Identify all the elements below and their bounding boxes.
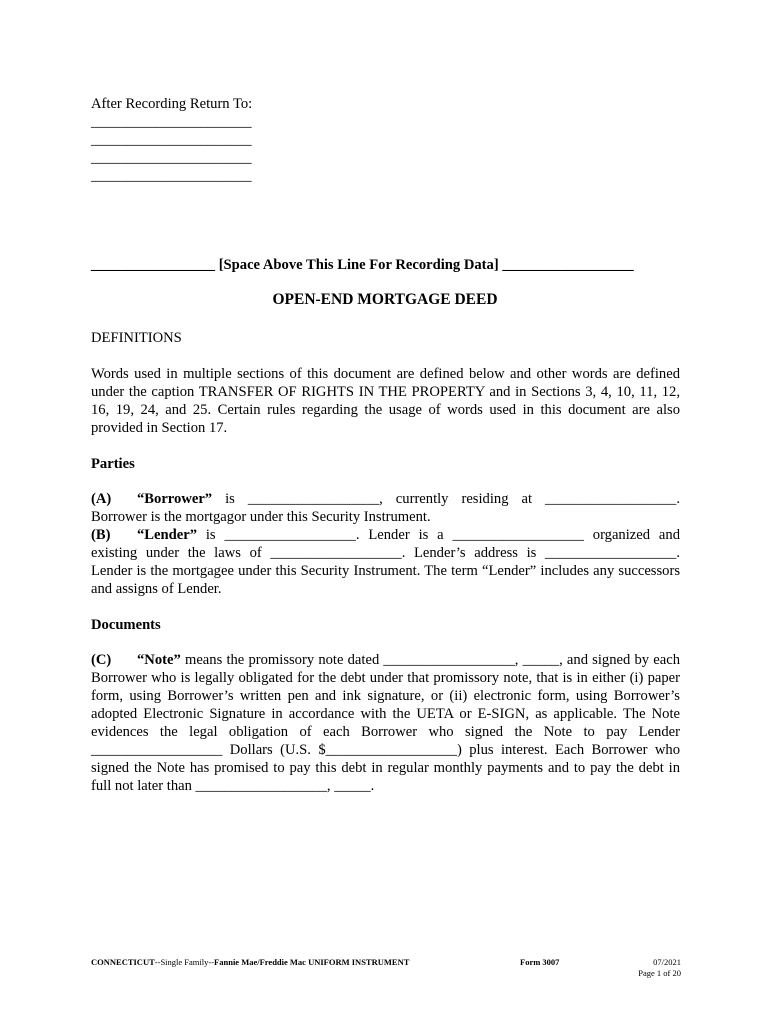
- documents-heading: Documents: [91, 617, 161, 633]
- return-to-line-1: ______________________: [91, 114, 252, 130]
- document-title: OPEN-END MORTGAGE DEED: [272, 291, 498, 308]
- definition-label: (A): [91, 491, 112, 507]
- definition-borrower: [91, 490, 680, 526]
- definition-note: [91, 651, 680, 795]
- recording-data-line: _________________ [Space Above This Line For Recording Data] __________________: [91, 257, 634, 273]
- footer-page-number: Page 1 of 20: [638, 968, 681, 978]
- footer-family: Single Family: [160, 957, 209, 967]
- return-to-line-4: ______________________: [91, 168, 252, 184]
- parties-heading: Parties: [91, 456, 135, 472]
- definition-label: (C): [91, 652, 112, 668]
- footer-separator: --: [208, 957, 215, 967]
- return-to-label: After Recording Return To:: [91, 96, 253, 112]
- definition-label: (B): [91, 527, 111, 543]
- definition-text: means the promissory note dated __________________, _____, and signed by each Borrower who is legally obligated for the debt under that promissory note, that is in either (i) paper form, using Borrower’s written pen and ink signature, or (ii) electronic form, using Borrower’s adopted Electronic Signature in accordance with the UETA or E-SIGN, as applicable. The Note evidences the legal obligation of each Borrower who signed the Note to pay Lender __________________ Dollars (U.S. $__________________) plus interest. Each Borrower who signed the Note has promised to pay this debt in regular monthly payments and to pay the debt in full not later than __________________, _____.: [91, 652, 680, 794]
- footer-form-number: Form 3007: [520, 957, 560, 967]
- footer-instrument-name: Fannie Mae/Freddie Mac UNIFORM INSTRUMENT: [214, 957, 410, 967]
- defined-term: “Borrower”: [137, 491, 213, 507]
- footer-separator: --: [154, 957, 161, 967]
- return-to-line-2: ______________________: [91, 132, 252, 148]
- definitions-heading: DEFINITIONS: [91, 330, 182, 346]
- definition-lender: [91, 526, 680, 598]
- footer-instrument: [91, 957, 409, 968]
- defined-term: “Note”: [137, 652, 181, 668]
- footer-state: CONNECTICUT: [91, 957, 155, 967]
- return-to-line-3: ______________________: [91, 150, 252, 166]
- footer-date: 07/2021: [653, 957, 681, 967]
- definition-text: is __________________. Lender is a __________________ organized and existing under the laws of __________________. Lender’s address is __________________. Lender is the mortgagee under this Security Instrument. The term “Lender” includes any successors and assigns of Lender.: [91, 527, 680, 597]
- defined-term: “Lender”: [137, 527, 197, 543]
- definition-text: is __________________, currently residing at __________________. Borrower is the mortgagor under this Security Instrument.: [91, 491, 680, 525]
- definitions-intro: Words used in multiple sections of this document are defined below and other words are defined under the caption TRANSFER OF RIGHTS IN THE PROPERTY and in Sections 3, 4, 10, 11, 12, 16, 19, 24, and 25. Certain rules regarding the usage of words used in this document are also provided in Section 17.: [91, 366, 680, 436]
